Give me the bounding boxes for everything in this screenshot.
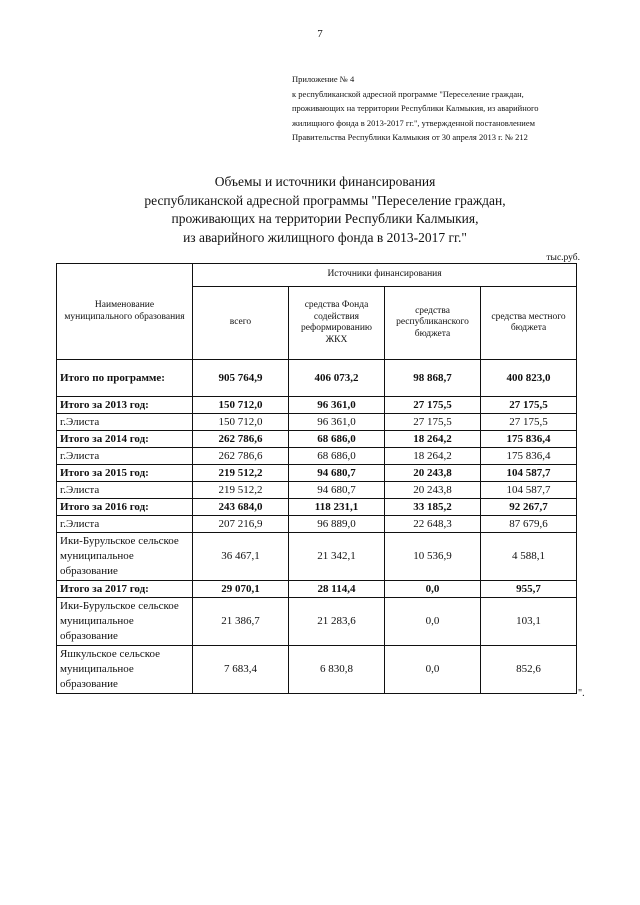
cell-local: 27 175,5 bbox=[481, 414, 577, 431]
annex-line: Приложение № 4 bbox=[292, 74, 355, 84]
cell-local: 103,1 bbox=[481, 598, 577, 646]
cell-local: 955,7 bbox=[481, 581, 577, 598]
title-line: проживающих на территории Республики Калмыкия, bbox=[171, 211, 479, 226]
cell-republic: 0,0 bbox=[385, 598, 481, 646]
unit-label: тыс.руб. bbox=[546, 253, 580, 263]
cell-fund: 118 231,1 bbox=[289, 499, 385, 516]
cell-republic: 0,0 bbox=[385, 646, 481, 694]
annex-line: Правительства Республики Калмыкия от 30 апреля 2013 г. № 212 bbox=[292, 132, 528, 142]
cell-fund: 68 686,0 bbox=[289, 431, 385, 448]
cell-local: 400 823,0 bbox=[481, 360, 577, 397]
cell-local: 852,6 bbox=[481, 646, 577, 694]
cell-fund: 28 114,4 bbox=[289, 581, 385, 598]
row-name: Итого за 2016 год: bbox=[57, 499, 193, 516]
title-line: из аварийного жилищного фонда в 2013-2017 гг." bbox=[183, 229, 467, 245]
title-line: Объемы и источники финансирования bbox=[214, 174, 436, 189]
cell-total: 262 786,6 bbox=[193, 431, 289, 448]
document-title bbox=[100, 173, 550, 247]
row-name: Ики-Бурульское сельское муниципальное образование bbox=[57, 533, 193, 581]
cell-total: 905 764,9 bbox=[193, 360, 289, 397]
annex-note bbox=[292, 72, 592, 145]
header-name: Наименование муниципального образования bbox=[57, 264, 193, 360]
cell-total: 29 070,1 bbox=[193, 581, 289, 598]
cell-fund: 406 073,2 bbox=[289, 360, 385, 397]
cell-total: 150 712,0 bbox=[193, 414, 289, 431]
row-name: Итого за 2014 год: bbox=[57, 431, 193, 448]
cell-total: 219 512,2 bbox=[193, 482, 289, 499]
row-name: г.Элиста bbox=[57, 516, 193, 533]
table-row bbox=[57, 465, 577, 482]
cell-fund: 68 686,0 bbox=[289, 448, 385, 465]
cell-total: 21 386,7 bbox=[193, 598, 289, 646]
cell-fund: 21 342,1 bbox=[289, 533, 385, 581]
annex-line: проживающих на территории Республики Калмыкия, из аварийного bbox=[292, 103, 539, 113]
row-name: Итого за 2017 год: bbox=[57, 581, 193, 598]
cell-republic: 27 175,5 bbox=[385, 414, 481, 431]
header-local: средства местного бюджета bbox=[481, 287, 577, 360]
cell-fund: 6 830,8 bbox=[289, 646, 385, 694]
cell-republic: 0,0 bbox=[385, 581, 481, 598]
row-name: г.Элиста bbox=[57, 482, 193, 499]
table-row bbox=[57, 360, 577, 397]
table-row bbox=[57, 482, 577, 499]
cell-local: 104 587,7 bbox=[481, 465, 577, 482]
cell-total: 219 512,2 bbox=[193, 465, 289, 482]
header-fund: средства Фонда содействия реформированию ЖКХ bbox=[289, 287, 385, 360]
cell-republic: 18 264,2 bbox=[385, 431, 481, 448]
cell-republic: 20 243,8 bbox=[385, 482, 481, 499]
cell-local: 92 267,7 bbox=[481, 499, 577, 516]
table-row bbox=[57, 598, 577, 646]
row-name: Итого за 2015 год: bbox=[57, 465, 193, 482]
cell-total: 7 683,4 bbox=[193, 646, 289, 694]
row-name: г.Элиста bbox=[57, 414, 193, 431]
page-number: 7 bbox=[317, 28, 323, 40]
cell-fund: 94 680,7 bbox=[289, 465, 385, 482]
table-row bbox=[57, 431, 577, 448]
header-sources: Источники финансирования bbox=[193, 264, 577, 287]
cell-republic: 18 264,2 bbox=[385, 448, 481, 465]
header-republic: средства республиканского бюджета bbox=[385, 287, 481, 360]
cell-local: 104 587,7 bbox=[481, 482, 577, 499]
cell-republic: 10 536,9 bbox=[385, 533, 481, 581]
cell-total: 207 216,9 bbox=[193, 516, 289, 533]
annex-line: жилищного фонда в 2013-2017 гг.", утвержденной постановлением bbox=[292, 117, 535, 128]
table-row bbox=[57, 516, 577, 533]
table-row bbox=[57, 581, 577, 598]
cell-local: 27 175,5 bbox=[481, 397, 577, 414]
table-row bbox=[57, 397, 577, 414]
cell-local: 175 836,4 bbox=[481, 431, 577, 448]
title-line: республиканской адресной программы "Переселение граждан, bbox=[144, 192, 506, 208]
cell-republic: 20 243,8 bbox=[385, 465, 481, 482]
header-total: всего bbox=[193, 287, 289, 360]
cell-total: 36 467,1 bbox=[193, 533, 289, 581]
annex-line: к республиканской адресной программе "Переселение граждан, bbox=[292, 88, 524, 99]
cell-fund: 21 283,6 bbox=[289, 598, 385, 646]
closing-quote: ". bbox=[578, 688, 585, 699]
cell-fund: 96 889,0 bbox=[289, 516, 385, 533]
financing-table bbox=[56, 263, 577, 694]
cell-local: 175 836,4 bbox=[481, 448, 577, 465]
cell-republic: 98 868,7 bbox=[385, 360, 481, 397]
row-name: г.Элиста bbox=[57, 448, 193, 465]
cell-local: 87 679,6 bbox=[481, 516, 577, 533]
row-name: Ики-Бурульское сельское муниципальное образование bbox=[57, 598, 193, 646]
row-name: Яшкульское сельское муниципальное образование bbox=[57, 646, 193, 694]
table-row bbox=[57, 499, 577, 516]
cell-total: 243 684,0 bbox=[193, 499, 289, 516]
cell-republic: 33 185,2 bbox=[385, 499, 481, 516]
cell-republic: 27 175,5 bbox=[385, 397, 481, 414]
cell-fund: 96 361,0 bbox=[289, 414, 385, 431]
cell-total: 262 786,6 bbox=[193, 448, 289, 465]
row-name: Итого по программе: bbox=[57, 360, 193, 397]
cell-local: 4 588,1 bbox=[481, 533, 577, 581]
row-name: Итого за 2013 год: bbox=[57, 397, 193, 414]
table-row bbox=[57, 414, 577, 431]
table-row bbox=[57, 448, 577, 465]
table-row bbox=[57, 646, 577, 694]
table-row bbox=[57, 533, 577, 581]
cell-fund: 94 680,7 bbox=[289, 482, 385, 499]
cell-republic: 22 648,3 bbox=[385, 516, 481, 533]
cell-total: 150 712,0 bbox=[193, 397, 289, 414]
cell-fund: 96 361,0 bbox=[289, 397, 385, 414]
